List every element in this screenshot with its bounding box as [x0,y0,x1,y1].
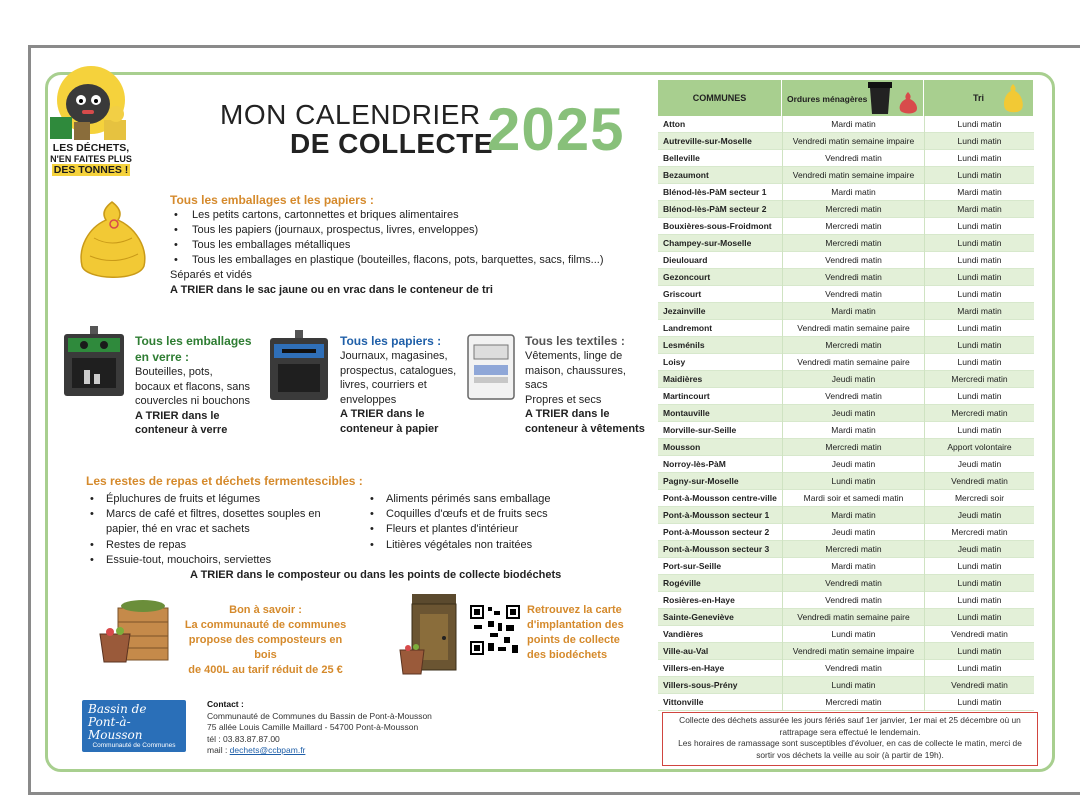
textiles-text-line: maison, chaussures, [525,364,626,377]
tri-cell: Lundi matin [924,609,1034,626]
ordures-cell: Mardi matin [782,422,924,439]
tri-cell: Jeudi matin [924,507,1034,524]
list-item: • Tous les emballages métalliques [170,238,640,253]
tri-cell: Mercredi matin [924,524,1034,541]
table-row [658,626,1034,643]
emballages-note: Séparés et vidés [170,269,252,281]
table-row [658,286,1034,303]
table-row [658,405,1034,422]
commune-cell: Rosières-en-Haye [663,595,735,605]
ordures-cell: Vendredi matin semaine impaire [782,133,924,150]
list-item: • Tous les emballages en plastique (bouteilles, flacons, pots, barquettes, sacs, films...) [170,253,640,268]
table-row [658,490,1034,507]
table-row [658,507,1034,524]
table-row [658,456,1034,473]
ordures-cell: Lundi matin [782,626,924,643]
ordures-cell: Mercredi matin [782,235,924,252]
table-row [658,473,1034,490]
paper-container-icon [268,330,330,402]
verre-section [135,333,255,438]
ordures-cell: Mardi matin [782,558,924,575]
map-note-line: points de collecte [527,634,620,646]
frame-top-border [28,45,1080,48]
tri-cell: Jeudi matin [924,541,1034,558]
logo-line-1: LES DÉCHETS, [52,142,130,154]
commune-cell: Montauville [663,408,710,418]
ordures-cell: Mercredi matin [782,694,924,711]
ordures-cell: Vendredi matin semaine paire [782,354,924,371]
tri-cell: Lundi matin [924,558,1034,575]
ordures-cell: Vendredi matin semaine impaire [782,167,924,184]
list-item: • Tous les papiers (journaux, prospectus, livres, enveloppes) [170,223,640,238]
tip-box [178,603,353,678]
commune-cell: Norroy-lès-PàM [663,459,726,469]
map-note-line: des biodéchets [527,649,608,661]
table-row [658,303,1034,320]
commune-cell: Dieulouard [663,255,708,265]
papiers-text-line: prospectus, catalogues, [340,364,457,377]
ordures-cell: Jeudi matin [782,371,924,388]
commune-cell: Pont-à-Mousson centre-ville [663,493,777,503]
commune-cell: Blénod-lès-PàM secteur 2 [663,204,767,214]
brand-line-2: Pont-à-Mousson [88,715,143,742]
table-header [658,80,1034,116]
papiers-instruction: conteneur à papier [340,422,439,435]
tri-cell: Lundi matin [924,150,1034,167]
table-row [658,269,1034,286]
title-line-1: MON CALENDRIER [220,99,481,130]
commune-cell: Vandières [663,629,704,639]
ordures-cell: Mercredi matin [782,201,924,218]
textiles-text-line: Propres et secs [525,393,602,406]
logo-line-3: DES TONNES ! [53,164,129,176]
ordures-cell: Vendredi matin semaine impaire [782,643,924,660]
tri-cell: Lundi matin [924,116,1034,133]
table-row [658,643,1034,660]
ordures-cell: Mercredi matin [782,337,924,354]
ordures-cell: Vendredi matin semaine paire [782,609,924,626]
tri-cell: Lundi matin [924,643,1034,660]
papiers-section [340,333,458,436]
tri-cell: Lundi matin [924,575,1034,592]
frame-bottom-border [28,792,1080,795]
table-row [658,660,1034,677]
trash-bin-icon [866,80,894,116]
tri-cell: Lundi matin [924,354,1034,371]
table-row [658,541,1034,558]
verre-text-line: Bouteilles, pots, [135,366,213,378]
tri-cell: Lundi matin [924,694,1034,711]
commune-cell: Pont-à-Mousson secteur 3 [663,544,770,554]
tri-cell: Lundi matin [924,235,1034,252]
commune-cell: Jezainville [663,306,706,316]
papiers-heading: Tous les papiers : [340,334,442,348]
commune-cell: Bouxières-sous-Froidmont [663,221,772,231]
textile-container-icon [466,333,516,401]
biodechets-heading: Les restes de repas et déchets fermentescibles : [86,474,363,488]
biodechets-list-a [86,492,346,568]
tri-cell: Lundi matin [924,592,1034,609]
page-title [220,100,493,158]
emballages-section [170,193,640,298]
tri-cell: Lundi matin [924,133,1034,150]
commune-cell: Port-sur-Seille [663,561,722,571]
tri-cell: Vendredi matin [924,626,1034,643]
table-row [658,609,1034,626]
header-ordures [782,80,924,116]
list-item: • Essuie-tout, mouchoirs, serviettes [86,553,346,568]
ordures-cell: Mardi soir et samedi matin [782,490,924,507]
ordures-cell: Vendredi matin [782,660,924,677]
title-line-2: DE COLLECTE [290,128,494,159]
emballages-list [170,208,640,268]
tri-cell: Lundi matin [924,337,1034,354]
contact-email-link[interactable]: dechets@ccbpam.fr [229,745,306,755]
notice-line: Collecte des déchets assurée les jours fériés sauf 1er janvier, 1er mai et 25 décembre où un [679,715,1021,725]
emballages-heading: Tous les emballages et les papiers : [170,193,374,207]
commune-cell: Lesménils [663,340,705,350]
commune-cell: Vittonville [663,697,704,707]
header-tri [924,80,1034,116]
table-row [658,116,1034,133]
commune-cell: Villers-sous-Prény [663,680,738,690]
ordures-cell: Vendredi matin [782,388,924,405]
tri-cell: Vendredi matin [924,473,1034,490]
map-note [527,603,627,663]
notice-line: Les horaires de ramassage sont susceptibles d'évoluer, en cas de collecte le matin, merci de [678,738,1022,748]
table-row [658,337,1034,354]
verre-instruction: A TRIER dans le [135,409,220,422]
textiles-instruction: conteneur à vêtements [525,422,645,435]
table-row [658,218,1034,235]
ordures-cell: Mercredi matin [782,439,924,456]
tip-line: propose des composteurs en bois [188,634,343,661]
ordures-cell: Mardi matin [782,116,924,133]
textiles-text-line: sacs [525,379,548,391]
tri-cell: Mercredi matin [924,371,1034,388]
table-row [658,422,1034,439]
contact-address: 75 allée Louis Camille Maillard - 54700 Pont-à-Mousson [207,722,419,732]
biodechets-list-b [366,492,626,553]
logo-slogan [46,143,136,176]
contact-mail-label: mail : [207,745,230,755]
commune-cell: Mousson [663,442,701,452]
textiles-instruction: A TRIER dans le [525,408,610,420]
commune-cell: Ville-au-Val [663,646,709,656]
table-row [658,150,1034,167]
commune-cell: Pont-à-Mousson secteur 1 [663,510,770,520]
papiers-text-line: livres, courriers et [340,379,427,391]
tri-cell: Lundi matin [924,167,1034,184]
tri-cell: Mardi matin [924,184,1034,201]
ordures-cell: Jeudi matin [782,456,924,473]
contact-block [207,699,432,757]
commune-cell: Autreville-sur-Moselle [663,136,752,146]
ordures-cell: Vendredi matin [782,575,924,592]
table-row [658,184,1034,201]
tri-cell: Lundi matin [924,320,1034,337]
tri-cell: Mercredi soir [924,490,1034,507]
brand-sub: Communauté de Communes [92,742,176,749]
table-row [658,694,1034,711]
table-row [658,558,1034,575]
composter-icon [98,596,173,666]
tip-line: La communauté de communes [184,619,347,631]
commune-cell: Villers-en-Haye [663,663,725,673]
ordures-cell: Vendredi matin [782,286,924,303]
list-item: • Marcs de café et filtres, dosettes souples en papier, thé en vrac et sachets [86,507,346,537]
ordures-cell: Mercredi matin [782,218,924,235]
frame-left-border [28,45,31,795]
ordures-cell: Vendredi matin [782,252,924,269]
glass-container-icon [62,326,126,398]
ordures-cell: Mardi matin [782,303,924,320]
ordures-cell: Mardi matin [782,184,924,201]
tri-cell: Lundi matin [924,660,1034,677]
map-note-line: Retrouvez la carte [527,604,622,616]
list-item: • Épluchures de fruits et légumes [86,492,346,507]
logo-line-2: N'EN FAITES PLUS [50,154,132,164]
contact-heading: Contact : [207,699,244,709]
papiers-text-line: Journaux, magasines, [340,350,448,362]
ordures-cell: Vendredi matin [782,592,924,609]
commune-cell: Gezoncourt [663,272,711,282]
tri-cell: Mercredi matin [924,405,1034,422]
tip-line: de 400L au tarif réduit de 25 € [188,664,343,676]
commune-cell: Morville-sur-Seille [663,425,737,435]
list-item: • Restes de repas [86,538,346,553]
yellow-bag-small-icon [1000,82,1026,114]
commune-cell: Pont-à-Mousson secteur 2 [663,527,770,537]
table-row [658,388,1034,405]
tri-cell: Apport volontaire [924,439,1034,456]
verre-instruction: conteneur à verre [135,424,228,436]
verre-text-line: couvercles ni bouchons [135,395,250,407]
commune-cell: Blénod-lès-PàM secteur 1 [663,187,767,197]
contact-line: Communauté de Communes du Bassin de Pont-à-Mousson [207,710,432,721]
header-tri-label: Tri [972,93,984,103]
commune-cell: Belleville [663,153,700,163]
list-item: • Aliments périmés sans emballage [366,492,626,507]
tip-heading: Bon à savoir : [229,604,302,616]
tri-cell: Lundi matin [924,388,1034,405]
brand-line-1: Bassin de [88,702,147,716]
schedule-table [658,80,1034,711]
community-logo [82,700,186,752]
tri-cell: Vendredi matin [924,677,1034,694]
table-row [658,371,1034,388]
table-row [658,235,1034,252]
biodechets-section [86,474,606,581]
commune-cell: Pagny-sur-Moselle [663,476,739,486]
table-row [658,592,1034,609]
verre-text-line: bocaux et flacons, sans [135,380,250,393]
tri-cell: Lundi matin [924,252,1034,269]
ordures-cell: Vendredi matin [782,269,924,286]
table-row [658,575,1034,592]
notice-line: rattrapage sera effectué le lendemain. [779,726,921,737]
list-item: • Les petits cartons, cartonnettes et briques alimentaires [170,208,640,223]
commune-cell: Martincourt [663,391,710,401]
table-row [658,677,1034,694]
commune-cell: Atton [663,119,686,129]
table-row [658,524,1034,541]
commune-cell: Maidières [663,374,703,384]
title-year: 2025 [487,96,625,163]
table-row [658,439,1034,456]
ordures-cell: Lundi matin [782,677,924,694]
list-item: • Litières végétales non traitées [366,538,626,553]
tri-cell: Lundi matin [924,218,1034,235]
commune-cell: Landremont [663,323,713,333]
biowaste-bin-icon [398,592,460,677]
map-note-line: d'implantation des [527,619,624,631]
ordures-cell: Lundi matin [782,473,924,490]
papiers-text-line: enveloppes [340,393,397,406]
textiles-heading: Tous les textiles : [525,334,625,348]
ordures-cell: Vendredi matin [782,150,924,167]
list-item: • Fleurs et plantes d'intérieur [366,522,626,537]
commune-cell: Sainte-Geneviève [663,612,734,622]
contact-phone: tél : 03.83.87.87.00 [207,733,280,744]
tri-cell: Lundi matin [924,286,1034,303]
ordures-cell: Jeudi matin [782,524,924,541]
qr-code-icon [470,605,520,655]
yellow-bag-icon [74,198,150,284]
list-item: • Coquilles d'œufs et de fruits secs [366,507,626,522]
table-row [658,167,1034,184]
biodechets-instruction: A TRIER dans le composteur ou dans les points de collecte biodéchets [190,569,562,581]
ordures-cell: Jeudi matin [782,405,924,422]
papiers-instruction: A TRIER dans le [340,408,425,420]
table-body [658,116,1034,711]
emballages-instruction: A TRIER dans le sac jaune ou en vrac dans le conteneur de tri [170,284,493,296]
textiles-section [525,333,645,436]
tri-cell: Mardi matin [924,303,1034,320]
verre-heading-1: Tous les emballages [135,334,252,348]
tri-cell: Mardi matin [924,201,1034,218]
commune-cell: Loisy [663,357,686,367]
commune-cell: Griscourt [663,289,702,299]
commune-cell: Champey-sur-Moselle [663,238,752,248]
ordures-cell: Mardi matin [782,507,924,524]
tri-cell: Lundi matin [924,269,1034,286]
table-row [658,320,1034,337]
ordures-cell: Vendredi matin semaine paire [782,320,924,337]
tri-cell: Jeudi matin [924,456,1034,473]
commune-cell: Bezaumont [663,170,709,180]
table-row [658,252,1034,269]
table-row [658,354,1034,371]
header-communes: COMMUNES [658,80,782,116]
ordures-cell: Mercredi matin [782,541,924,558]
commune-cell: Rogéville [663,578,701,588]
textiles-text-line: Vêtements, linge de [525,350,623,362]
verre-heading-2: en verre : [135,350,190,364]
tri-cell: Lundi matin [924,422,1034,439]
table-row [658,133,1034,150]
header-ordures-label: Ordures ménagères [787,94,868,104]
table-row [658,201,1034,218]
red-bag-icon [896,90,920,114]
holiday-notice [662,712,1038,766]
notice-line: sortir vos déchets la veille au soir (à partir de 19h). [756,749,944,760]
